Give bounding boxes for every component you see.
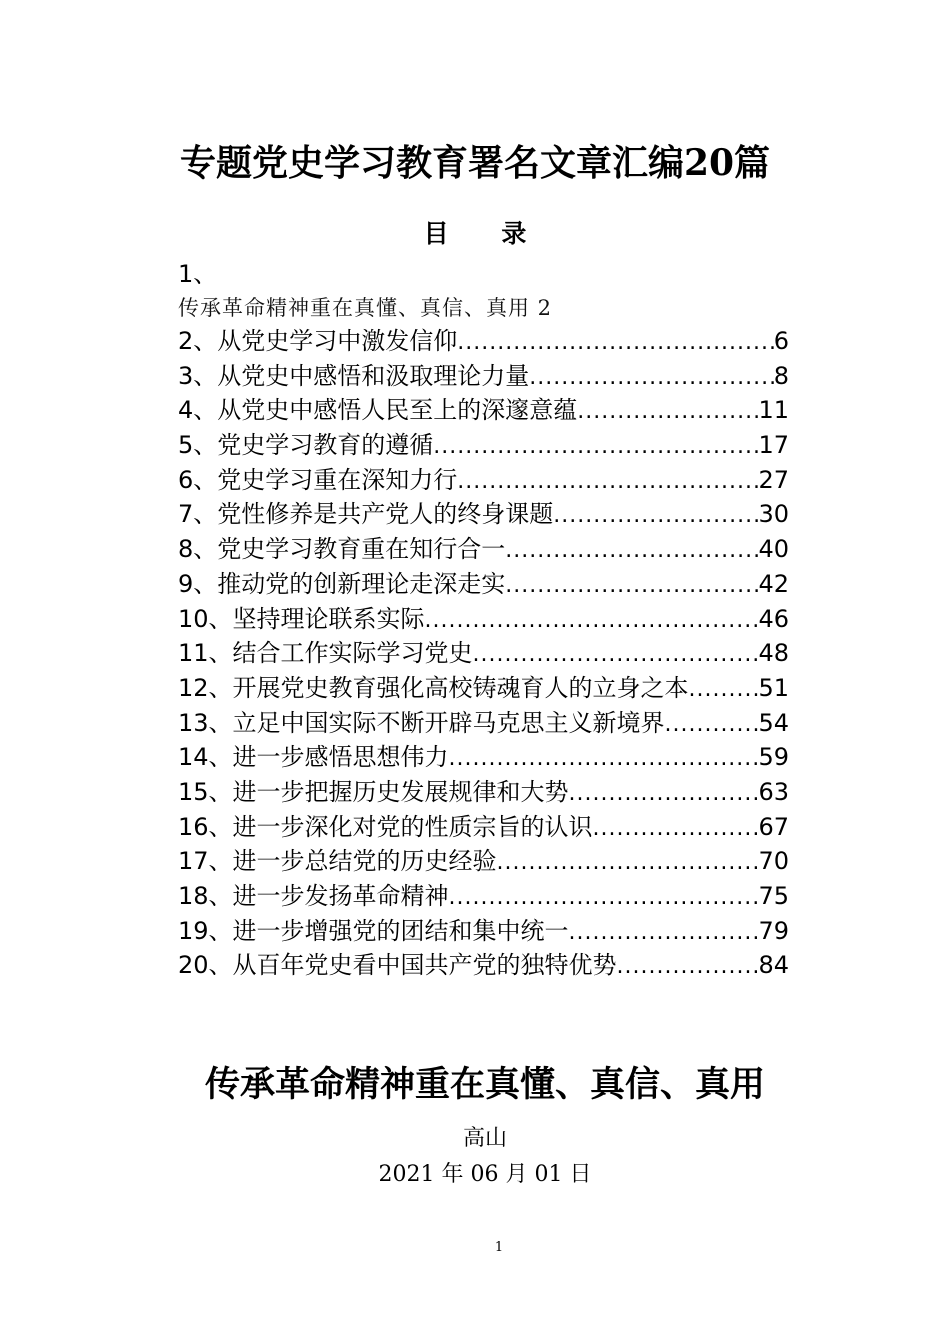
toc-item[interactable] — [178, 428, 789, 463]
toc-item-page: 48 — [758, 639, 789, 668]
toc-item-title: 4、从党史中感悟人民至上的深邃意蕴 — [178, 396, 578, 425]
toc-item[interactable] — [178, 324, 789, 359]
toc-leader-dots — [473, 638, 759, 673]
toc-item-title: 2、从党史学习中激发信仰 — [178, 327, 458, 355]
toc-item[interactable] — [178, 532, 789, 567]
toc-item[interactable] — [178, 844, 789, 879]
toc-item-title: 17、进一步总结党的历史经验 — [178, 847, 497, 876]
toc-leader-dots — [529, 361, 773, 396]
toc-leader-dots — [449, 881, 759, 916]
toc-item-title: 16、进一步深化对党的性质宗旨的认识 — [178, 812, 593, 841]
toc-item[interactable] — [178, 636, 789, 671]
toc-item-page: 40 — [758, 535, 789, 564]
toc-item-page: 54 — [758, 708, 789, 737]
toc-leader-dots — [457, 326, 773, 361]
toc-item-page: 63 — [758, 777, 789, 806]
toc-item-title: 9、推动党的创新理论走深走实 — [178, 569, 506, 598]
toc-leader-dots — [497, 846, 759, 881]
toc-leader-dots — [433, 430, 758, 465]
toc-list — [178, 324, 789, 983]
toc-item[interactable] — [178, 914, 789, 949]
toc-item[interactable] — [178, 393, 789, 428]
toc-item-page: 11 — [758, 396, 789, 425]
toc-item-title: 15、进一步把握历史发展规律和大势 — [178, 777, 569, 806]
article-title: 传承革命精神重在真懂、真信、真用 — [204, 1064, 765, 1105]
toc-leader-dots — [569, 777, 759, 812]
toc-item-page: 8 — [773, 361, 789, 390]
toc-item-page: 27 — [758, 465, 789, 494]
document-title: 专题党史学习教育署名文章汇编20篇 — [179, 142, 771, 184]
toc-item-title: 7、党性修养是共产党人的终身课题 — [178, 500, 554, 529]
toc-item[interactable] — [178, 706, 789, 741]
toc-item[interactable] — [178, 810, 789, 845]
toc-leader-dots — [593, 812, 759, 847]
article-author: 高山 — [462, 1126, 507, 1151]
toc-item-page: 84 — [758, 951, 789, 980]
toc-leader-dots — [449, 742, 759, 777]
toc-item-page: 17 — [758, 431, 789, 460]
toc-heading — [0, 216, 950, 252]
toc-leader-dots — [665, 708, 759, 743]
toc-leader-dots — [617, 950, 759, 985]
toc-item[interactable] — [178, 359, 789, 394]
toc-item-title: 12、开展党史教育强化高校铸魂育人的立身之本 — [178, 673, 689, 702]
toc-item-page: 67 — [758, 812, 789, 841]
toc-item-title: 6、党史学习重在深知力行 — [178, 465, 458, 494]
toc-item[interactable] — [178, 775, 789, 810]
toc-leader-dots — [689, 673, 759, 708]
toc-leader-dots — [457, 465, 758, 500]
toc-item[interactable] — [178, 463, 789, 498]
toc-item[interactable] — [178, 879, 789, 914]
toc-item-title: 19、进一步增强党的团结和集中统一 — [178, 916, 569, 945]
toc-item-title: 13、立足中国实际不断开辟马克思主义新境界 — [178, 708, 665, 737]
toc-item-1-title[interactable]: 传承革命精神重在真懂、真信、真用 2 — [178, 296, 553, 320]
toc-item-title: 20、从百年党史看中国共产党的独特优势 — [178, 951, 617, 980]
toc-leader-dots — [505, 569, 758, 604]
toc-item-title: 11、结合工作实际学习党史 — [178, 639, 473, 668]
toc-item[interactable] — [178, 497, 789, 532]
toc-item-1-number: 1、 — [178, 260, 218, 288]
toc-item-page: 70 — [758, 847, 789, 876]
toc-item[interactable] — [178, 740, 789, 775]
toc-leader-dots — [505, 534, 758, 569]
toc-item-title: 18、进一步发扬革命精神 — [178, 882, 449, 910]
toc-item-page: 79 — [758, 916, 789, 945]
toc-item-title: 5、党史学习教育的遵循 — [178, 431, 434, 460]
toc-leader-dots — [425, 604, 759, 639]
toc-item-page: 51 — [758, 673, 789, 702]
toc-item-title: 3、从党史中感悟和汲取理论力量 — [178, 361, 530, 390]
toc-heading-text: 目 录 — [423, 219, 549, 248]
toc-item-page: 75 — [758, 882, 789, 910]
toc-item-title: 14、进一步感悟思想伟力 — [178, 743, 449, 772]
page-number: 1 — [494, 1240, 504, 1255]
toc-leader-dots — [569, 916, 759, 951]
toc-item[interactable] — [178, 948, 789, 983]
toc-leader-dots — [553, 499, 758, 534]
article-date: 2021 年 06 月 01 日 — [378, 1162, 592, 1187]
toc-item[interactable] — [178, 567, 789, 602]
toc-item[interactable] — [178, 602, 789, 637]
toc-item-title: 10、坚持理论联系实际 — [178, 604, 425, 633]
toc-item-title: 8、党史学习教育重在知行合一 — [178, 535, 506, 564]
toc-item[interactable] — [178, 671, 789, 706]
toc-item-page: 59 — [758, 743, 789, 772]
toc-leader-dots — [577, 395, 758, 430]
toc-item-page: 46 — [758, 604, 789, 633]
toc-item-page: 6 — [773, 327, 789, 355]
table-of-contents — [178, 256, 789, 983]
toc-item-page: 42 — [758, 569, 789, 598]
toc-item-page: 30 — [758, 500, 789, 529]
